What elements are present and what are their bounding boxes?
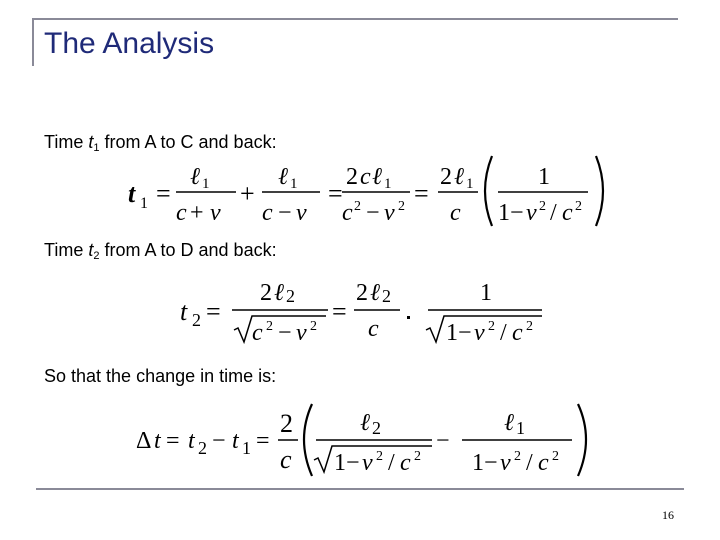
svg-text:2: 2 [514, 449, 521, 464]
svg-text:1: 1 [140, 195, 148, 212]
svg-text:v: v [474, 320, 485, 346]
line-time-t1: Time $t_1$ from A to C and back: [44, 132, 277, 154]
svg-text:2: 2 [280, 409, 293, 438]
svg-text:+: + [240, 179, 255, 208]
svg-text:/: / [388, 450, 395, 476]
svg-text:t: t [154, 428, 161, 454]
svg-text:ℓ: ℓ [504, 410, 514, 436]
svg-text:+: + [190, 200, 204, 226]
svg-text:=: = [256, 428, 270, 454]
svg-text:1: 1 [202, 176, 210, 192]
svg-text:2: 2 [266, 319, 273, 334]
svg-text:ℓ: ℓ [372, 164, 382, 190]
svg-text:v: v [296, 200, 307, 226]
slide-title: The Analysis [44, 27, 215, 60]
svg-text:Δ: Δ [136, 428, 152, 454]
svg-text:2: 2 [552, 449, 559, 464]
svg-text:t: t [232, 428, 239, 454]
svg-text:c: c [538, 450, 549, 476]
equation-delta-t [132, 398, 602, 480]
svg-text:1: 1 [242, 438, 251, 458]
svg-text:1: 1 [290, 176, 298, 192]
equation-t2 [176, 272, 556, 352]
svg-text:−: − [484, 450, 498, 476]
svg-text:−: − [458, 320, 472, 346]
svg-text:c: c [562, 200, 573, 226]
svg-text:ℓ: ℓ [360, 410, 370, 436]
svg-text:v: v [362, 450, 373, 476]
svg-text:c: c [262, 200, 273, 226]
svg-text:ℓ: ℓ [370, 280, 380, 306]
svg-text:c: c [512, 320, 523, 346]
svg-text:2: 2 [575, 199, 582, 214]
svg-text:−: − [278, 320, 292, 346]
svg-text:2: 2 [198, 438, 207, 458]
svg-text:v: v [210, 200, 221, 226]
svg-text:=: = [156, 179, 171, 208]
svg-text:=: = [414, 179, 429, 208]
svg-text:t: t [128, 179, 136, 208]
svg-text:v: v [296, 320, 307, 346]
equation-t1 [120, 150, 620, 232]
svg-text:v: v [526, 200, 537, 226]
svg-text:1: 1 [538, 164, 550, 190]
svg-text:1: 1 [384, 176, 392, 192]
svg-text:c: c [176, 200, 187, 226]
svg-text:=: = [166, 428, 180, 454]
svg-text:c: c [360, 164, 371, 190]
svg-text:=: = [206, 297, 221, 326]
svg-text:−: − [346, 450, 360, 476]
svg-text:2: 2 [488, 319, 495, 334]
svg-text:ℓ: ℓ [274, 280, 284, 306]
svg-text:v: v [500, 450, 511, 476]
svg-text:2: 2 [382, 286, 391, 306]
svg-text:c: c [252, 320, 263, 346]
svg-text:2: 2 [356, 280, 368, 306]
svg-text:c: c [400, 450, 411, 476]
svg-text:−: − [366, 200, 380, 226]
svg-text:1: 1 [516, 418, 525, 438]
svg-text:ℓ: ℓ [278, 164, 288, 190]
svg-text:=: = [328, 179, 343, 208]
frame-bottom-rule [36, 488, 684, 490]
line-change-in-time: So that the change in time is: [44, 366, 277, 386]
svg-text:2: 2 [310, 319, 317, 334]
svg-text:−: − [436, 428, 450, 454]
svg-text:c: c [368, 316, 379, 342]
frame-top-rule [32, 18, 678, 20]
svg-text:/: / [500, 320, 507, 346]
svg-text:2: 2 [372, 418, 381, 438]
svg-text:2: 2 [376, 449, 383, 464]
svg-text:1: 1 [498, 200, 510, 226]
svg-text:2: 2 [414, 449, 421, 464]
svg-text:−: − [212, 428, 226, 454]
svg-text:−: − [510, 200, 524, 226]
svg-text:t: t [180, 297, 188, 326]
svg-text:1: 1 [480, 280, 492, 306]
svg-text:2: 2 [260, 280, 272, 306]
line-time-t2: Time $t_2$ from A to D and back: [44, 240, 277, 262]
svg-text:2: 2 [440, 164, 452, 190]
svg-text:/: / [526, 450, 533, 476]
page-number: 16 [662, 508, 674, 522]
svg-text:−: − [278, 200, 292, 226]
svg-text:2: 2 [346, 164, 358, 190]
frame-left-rule [32, 18, 34, 66]
svg-text:1: 1 [446, 320, 458, 346]
svg-text:2: 2 [286, 286, 295, 306]
svg-text:c: c [342, 200, 353, 226]
svg-text:/: / [550, 200, 557, 226]
svg-text:=: = [332, 297, 347, 326]
svg-text:ℓ: ℓ [190, 164, 200, 190]
svg-text:1: 1 [472, 450, 484, 476]
svg-text:2: 2 [398, 199, 405, 214]
svg-text:v: v [384, 200, 395, 226]
svg-text:1: 1 [334, 450, 346, 476]
svg-text:1: 1 [466, 176, 474, 192]
svg-text:2: 2 [526, 319, 533, 334]
svg-text:c: c [450, 200, 461, 226]
svg-text:ℓ: ℓ [454, 164, 464, 190]
svg-text:2: 2 [192, 310, 201, 330]
svg-text:c: c [280, 445, 292, 474]
svg-text:t: t [188, 428, 195, 454]
svg-text:2: 2 [539, 199, 546, 214]
svg-text:2: 2 [354, 199, 361, 214]
